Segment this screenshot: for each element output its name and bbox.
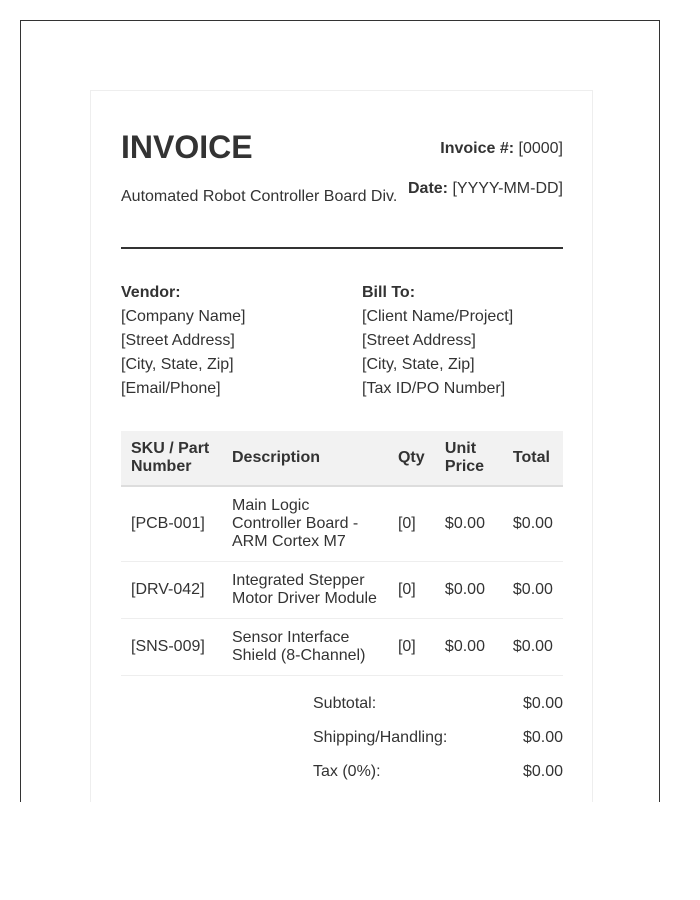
table-row <box>121 562 563 619</box>
invoice-meta <box>408 139 563 199</box>
qty-cell: [0] <box>388 562 435 619</box>
subtotal-label: Subtotal: <box>313 695 377 712</box>
invoice-title: INVOICE <box>121 129 253 165</box>
column-header-total: Total <box>503 431 563 486</box>
line-items-table <box>121 431 563 676</box>
description-cell: Integrated Stepper Motor Driver Module <box>222 562 388 619</box>
description-cell: Main Logic Controller Board - ARM Cortex M7 <box>222 486 388 562</box>
unit-price-cell: $0.00 <box>435 562 503 619</box>
parties-section <box>121 281 563 431</box>
column-header-unit-price: Unit Price <box>435 431 503 486</box>
totals-section <box>313 694 563 796</box>
shipping-value: $0.00 <box>522 729 563 746</box>
table-row <box>121 619 563 676</box>
table-row <box>121 486 563 562</box>
bill-to-heading: Bill To: <box>362 284 416 301</box>
column-header-qty: Qty <box>388 431 435 486</box>
vendor-contact: [Email/Phone] <box>121 380 221 397</box>
tax-row <box>313 762 563 796</box>
invoice-sheet <box>90 90 593 802</box>
tax-value: $0.00 <box>522 763 563 780</box>
invoice-date <box>408 179 563 199</box>
invoice-header <box>121 129 563 249</box>
qty-cell: [0] <box>388 486 435 562</box>
bill-to-block <box>362 281 513 401</box>
description-cell: Sensor Interface Shield (8-Channel) <box>222 619 388 676</box>
invoice-number <box>408 139 563 159</box>
vendor-heading: Vendor: <box>121 284 181 301</box>
subtotal-row <box>313 694 563 728</box>
unit-price-cell: $0.00 <box>435 486 503 562</box>
unit-price-cell: $0.00 <box>435 619 503 676</box>
shipping-row <box>313 728 563 762</box>
subtotal-value: $0.00 <box>522 695 563 712</box>
vendor-city: [City, State, Zip] <box>121 356 234 373</box>
division-name: Automated Robot Controller Board Div. <box>121 188 398 205</box>
invoice-number-value: [0000] <box>518 140 563 157</box>
column-header-sku: SKU / Part Number <box>121 431 222 486</box>
bill-to-tax-id: [Tax ID/PO Number] <box>362 380 506 397</box>
invoice-date-value: [YYYY-MM-DD] <box>452 180 563 197</box>
sku-cell: [PCB-001] <box>121 486 222 562</box>
total-cell: $0.00 <box>503 562 563 619</box>
total-cell: $0.00 <box>503 486 563 562</box>
invoice-number-label: Invoice #: <box>440 140 515 157</box>
bill-to-client: [Client Name/Project] <box>362 308 514 325</box>
sku-cell: [DRV-042] <box>121 562 222 619</box>
vendor-street: [Street Address] <box>121 332 235 349</box>
shipping-label: Shipping/Handling: <box>313 729 448 746</box>
qty-cell: [0] <box>388 619 435 676</box>
page-frame <box>20 20 660 802</box>
bill-to-street: [Street Address] <box>362 332 476 349</box>
sku-cell: [SNS-009] <box>121 619 222 676</box>
bill-to-city: [City, State, Zip] <box>362 356 475 373</box>
column-header-description: Description <box>222 431 388 486</box>
total-cell: $0.00 <box>503 619 563 676</box>
vendor-block <box>121 281 246 401</box>
vendor-company: [Company Name] <box>121 308 246 325</box>
table-header-row <box>121 431 563 486</box>
invoice-content <box>121 129 563 796</box>
tax-label: Tax (0%): <box>313 763 381 780</box>
invoice-date-label: Date: <box>408 180 449 197</box>
